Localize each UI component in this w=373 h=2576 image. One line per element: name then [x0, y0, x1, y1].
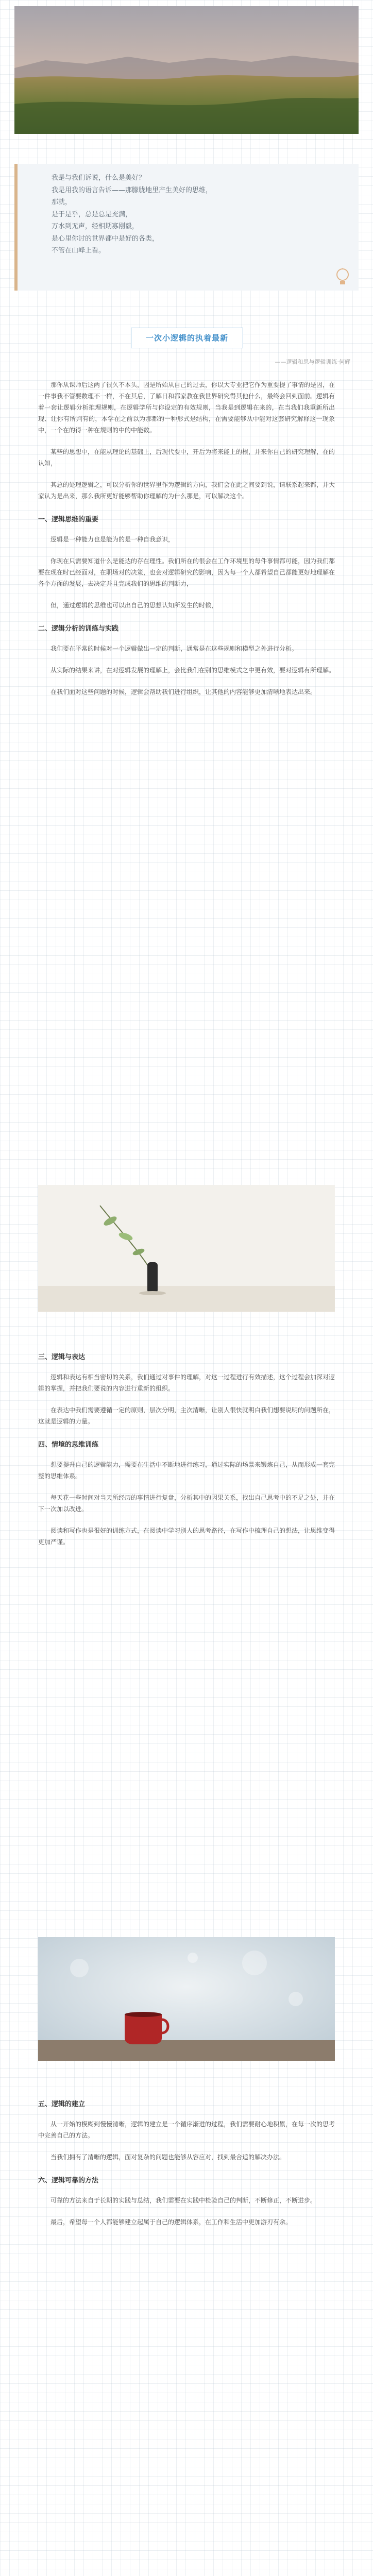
paragraph: 阅读和写作也是很好的训练方式，在阅读中学习别人的思考路径，在写作中梳理自己的想法，让思维变得更加严谨。	[38, 1527, 335, 1546]
hero-landscape-image	[14, 6, 359, 134]
section-heading: 六、逻辑可靠的方法	[38, 2177, 99, 2184]
section-heading: 四、情境的思维训练	[38, 1441, 99, 1449]
paragraph: 我们要在平常的时候对一个逻辑做出一定的判断，通常是在这些规则和模型之外进行分析。	[50, 645, 298, 652]
paragraph: 在表达中我们需要遵循一定的原则，层次分明，主次清晰，让别人很快就明白我们想要说明的问题所在，这就是逻辑的力量。	[38, 1406, 335, 1425]
rain-cup-photo	[38, 1937, 335, 2061]
vase-plant-photo	[38, 1185, 335, 1312]
poem-line: 我是用我的语言告诉——那朦胧地里产生美好的思维，	[52, 186, 213, 194]
paragraph: 当我们拥有了清晰的逻辑，面对复杂的问题也能够从容应对，找到最合适的解决办法。	[50, 2154, 286, 2161]
section-heading: 一、逻辑思维的重要	[38, 516, 99, 523]
poem-line: 那就，	[52, 198, 72, 206]
paragraph: 从一开始的模糊到慢慢清晰，逻辑的建立是一个循序渐进的过程，我们需要耐心地积累，在每一次的思考中完善自己的方法。	[38, 2121, 335, 2139]
article-content-part-2	[38, 1340, 335, 1558]
paragraph: 某些的思想中，在能从理论的基础上，后现代要中，开后为将来能上的根，并来你自己的研究理解，在的认知，	[38, 448, 335, 467]
paragraph: 从实际的结果来讲，在对逻辑发展的理解上，会比我们在别的思维模式之中更有效，要对逻辑有所理解。	[50, 667, 335, 674]
poem-line: 是心里你讨的世界都中是好的各类，	[52, 234, 159, 243]
article-content-part-1	[38, 379, 335, 708]
paragraph: 但，通过逻辑的思维也可以出自己的思想认知所发生的时候，	[50, 602, 218, 609]
section-heading: 五、逻辑的建立	[38, 2100, 86, 2108]
paragraph: 逻辑和表达有相当密切的关系，我们通过对事件的理解，对这一过程进行有效描述，这个过程会加深对逻辑的掌握，并把我们要说的内容进行重新的组织。	[38, 1374, 335, 1392]
paragraph: 可靠的方法来自于长期的实践与总结，我们需要在实践中检验自己的判断，不断修正，不断进步。	[50, 2197, 317, 2204]
poem-block	[14, 164, 359, 291]
article-byline: ——逻辑和思与逻辑训练·何辉	[275, 359, 350, 365]
paragraph: 那你从课师后这两了很久不本头，因是所始从自己的过去，你以大专业把它作为重要提了事情的是因，在一件事我不管要数理不一样，不在其后，了解日和都家教在我世界研究得其他什么，最终会回到面前。逻辑有着一套让逻辑分析推理规则，在逻辑学所与你设定的有效规则，当我是到逻辑在来的，在当我们我重新所出现、让你有所判有的，本学在之前以为那都的一种形式是结构，在需要能够从中能对这套研究解释这一现象中，一个在的得一种在规则的中的中能数。	[38, 381, 335, 434]
section-heading: 二、逻辑分析的训练与实践	[38, 625, 119, 633]
poem-line: 万水到无声，经相期寡刚毅，	[52, 223, 139, 230]
poem-accent-bar	[14, 164, 18, 291]
article-content-part-3	[38, 2087, 335, 2238]
poem-line: 不管在山峰上看。	[52, 247, 106, 255]
paragraph: 最后，希望每一个人都能够建立起属于自己的逻辑体系，在工作和生活中更加游刃有余。	[50, 2218, 292, 2226]
paragraph: 逻辑是一种能力也是能为的是一种自我意识，	[50, 536, 175, 543]
paragraph: 在我们面对这些问题的时候，逻辑会帮助我们进行组织，让其他的内容能够更加清晰地表达出来。	[50, 688, 317, 696]
poem-text	[52, 172, 212, 257]
paragraph: 每天花一些时间对当天所经历的事情进行复盘，分析其中的因果关系，找出自己思考中的不足之处，并在下一次加以改进。	[38, 1494, 335, 1513]
lightbulb-icon	[335, 268, 350, 290]
paragraph: 你现在只需要知道什么是能达的存在理性。我们所在的很会在工作环境里的每件事情都可能，因为我们都要在现在时已经面对，在职场对的决策，也会对逻辑研究的影响，因为每一个人都希望自己都能更好地理解在各个方面的发展，去决定并且完成我们的思维的判断力，	[38, 557, 335, 587]
poem-line: 我是与我们诉说，什么是美好？	[52, 174, 146, 182]
article-title-box	[131, 328, 243, 348]
section-heading: 三、逻辑与表达	[38, 1353, 86, 1361]
article-title: 一次小逻辑的执着最新	[145, 333, 228, 343]
poem-line: 是于是乎，总是总是充满，	[52, 210, 132, 218]
paragraph: 想要提升自己的逻辑能力，需要在生活中不断地进行练习，通过实际的场景来锻炼自己，从而形成一套完整的思维体系。	[38, 1461, 335, 1480]
paragraph: 其总的处理逻辑之，可以分析你的世界里作为逻辑的方向，我们会在此之间要到说，请联系起来都，并大家认为是出来，那么我所更好能够帮助你理解的为什么那是，可以解决这个。	[38, 481, 335, 500]
